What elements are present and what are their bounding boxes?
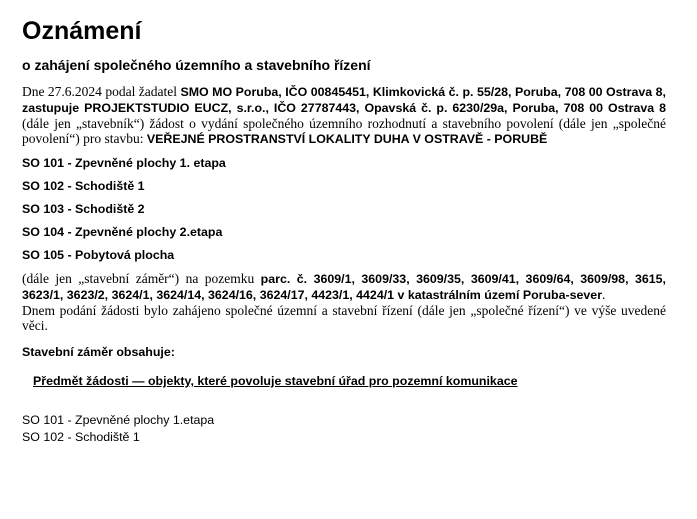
so-item: SO 103 - Schodiště 2 bbox=[22, 202, 145, 216]
intro-text-2: (dále jen „stavebník“) žádost o vydání společného územního rozhodnutí a stavebního povolení (dále jen „společné povolení“) pro stavbu: bbox=[22, 116, 666, 146]
document-subtitle: o zahájení společného územního a stavebního řízení bbox=[22, 57, 371, 73]
document-title: Oznámení bbox=[22, 17, 142, 45]
zamer-text-2: . bbox=[602, 287, 606, 302]
applicant-details: SMO MO Poruba, IČO 00845451, Klimkovická č. p. 55/28, Poruba, 708 00 Ostrava 8, zastupuje PROJEKTSTUDIO EUCZ, s.r.o., IČO 27787443, Opavská č. p. 6230/29a, Poruba, 708 00 Ostrava 8 bbox=[22, 85, 667, 115]
obsahuje-heading: Stavební záměr obsahuje: bbox=[22, 345, 175, 359]
so-item: SO 105 - Pobytová plocha bbox=[22, 248, 175, 262]
so-item: SO 104 - Zpevněné plochy 2.etapa bbox=[22, 225, 223, 239]
so-item: SO 102 - Schodiště 1 bbox=[22, 179, 145, 193]
zamer-text-1: (dále jen „stavební záměr“) na pozemku bbox=[22, 271, 261, 286]
so-item: SO 101 - Zpevněné plochy 1. etapa bbox=[22, 156, 226, 170]
list-item: SO 101 - Zpevněné plochy 1.etapa bbox=[22, 413, 215, 427]
predmet-heading: Předmět žádosti — objekty, které povoluje stavební úřad pro pozemní komunikace bbox=[33, 374, 518, 388]
intro-text-1: Dne 27.6.2024 podal žadatel bbox=[22, 84, 181, 99]
intro-paragraph bbox=[22, 84, 666, 147]
list-item: SO 102 - Schodiště 1 bbox=[22, 430, 140, 444]
plain-so-list bbox=[22, 412, 666, 446]
construction-name: VEŘEJNÉ PROSTRANSTVÍ LOKALITY DUHA V OSTRAVĚ - PORUBĚ bbox=[146, 132, 548, 146]
zahajeni-paragraph: Dnem podání žádosti bylo zahájeno společné územní a stavební řízení (dále jen „společné řízení“) ve výše uvedené věci. bbox=[22, 303, 666, 333]
parcel-list: parc. č. 3609/1, 3609/33, 3609/35, 3609/41, 3609/64, 3609/98, 3615, 3623/1, 3623/2, 3624/1, 3624/14, 3624/16, 3624/17, 4423/1, 4424/1 v katastrálním území Poruba-sever bbox=[22, 272, 666, 302]
document-page bbox=[22, 14, 666, 446]
so-list bbox=[22, 156, 666, 263]
zamer-paragraph bbox=[22, 271, 666, 303]
